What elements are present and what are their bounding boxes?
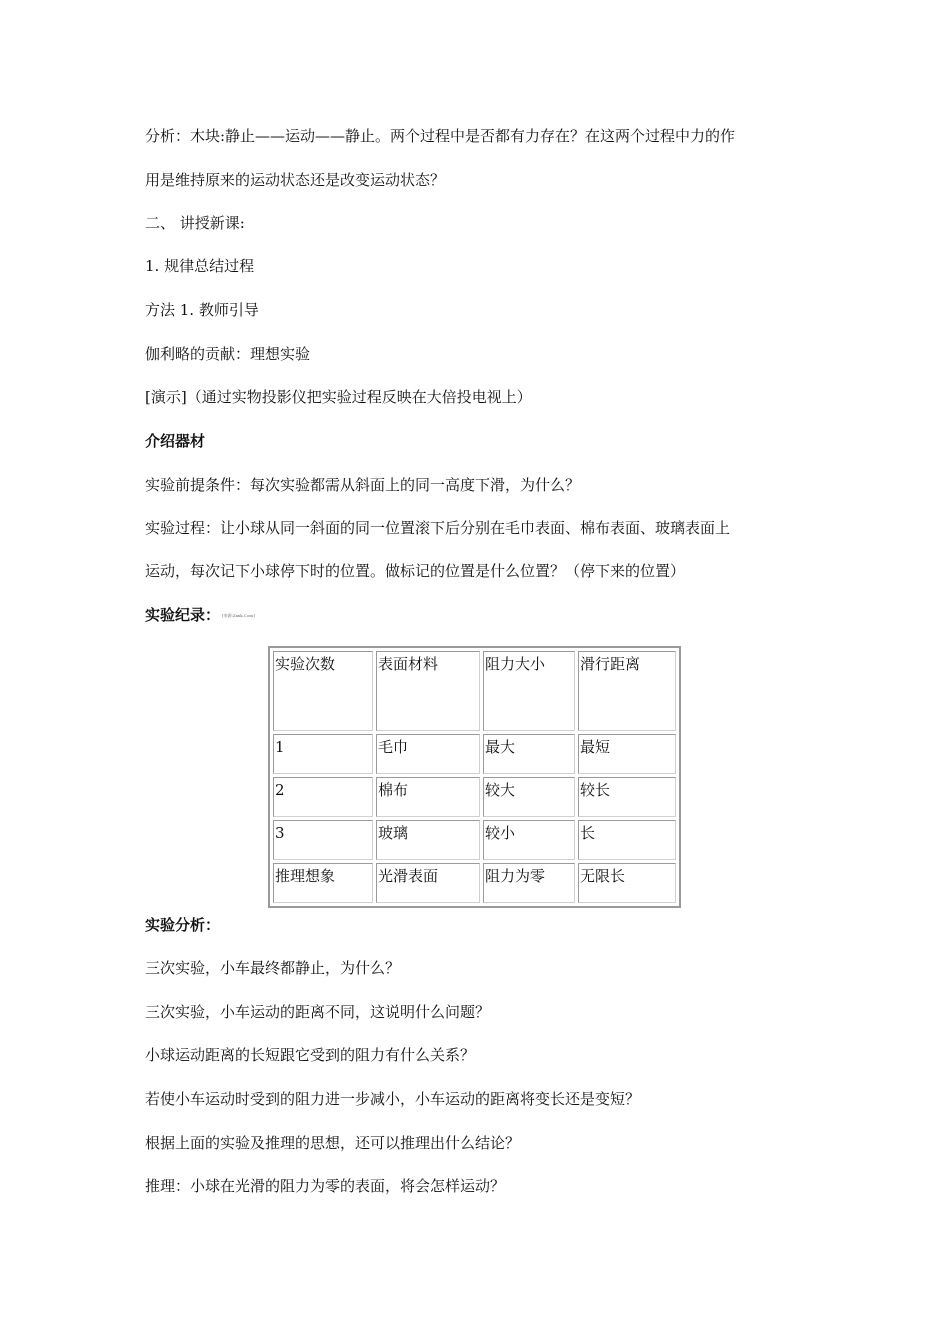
- record-label: 实验纪录：: [145, 606, 221, 624]
- table-cell: 光滑表面: [376, 863, 480, 903]
- table-row: [273, 820, 676, 860]
- galileo-line: 伽利略的贡献：理想实验: [145, 345, 311, 363]
- premise-line: 实验前提条件：每次实验都需从斜面上的同一高度下滑，为什么？: [145, 476, 581, 494]
- table-cell: 最短: [578, 734, 676, 774]
- table-cell: 1: [273, 734, 373, 774]
- equipment-heading: 介绍器材: [145, 432, 206, 450]
- table-cell: 较长: [578, 777, 676, 817]
- analysis-line-2: 用是维持原来的运动状态还是改变运动状态？: [145, 171, 446, 189]
- table-cell: 棉布: [376, 777, 480, 817]
- table-cell: 阻力为零: [483, 863, 575, 903]
- question-6: 推理：小球在光滑的阻力为零的表面，将会怎样运动？: [145, 1177, 506, 1195]
- question-5: 根据上面的实验及推理的思想，还可以推理出什么结论？: [145, 1134, 521, 1152]
- table-cell: 玻璃: [376, 820, 480, 860]
- table-cell: 较大: [483, 777, 575, 817]
- item-heading: 1. 规律总结过程: [145, 257, 255, 275]
- source-tag: [来源:Zxxk.Com]: [222, 613, 255, 618]
- table-cell: 3: [273, 820, 373, 860]
- question-2: 三次实验，小车运动的距离不同，这说明什么问题？: [145, 1003, 491, 1021]
- method-line: 方法 1. 教师引导: [145, 301, 259, 319]
- analysis-heading: 实验分析：: [145, 916, 221, 934]
- question-1: 三次实验，小车最终都静止，为什么？: [145, 959, 401, 977]
- demo-line: [演示]（通过实物投影仪把实验过程反映在大倍投电视上）: [145, 388, 532, 406]
- header-cell: 滑行距离: [578, 651, 676, 731]
- table-header-row: [273, 651, 676, 731]
- section-heading: 二、 讲授新课:: [145, 214, 245, 232]
- experiment-table: [268, 646, 681, 908]
- table-cell: 无限长: [578, 863, 676, 903]
- process-line-1: 实验过程：让小球从同一斜面的同一位置滚下后分别在毛巾表面、棉布表面、玻璃表面上: [145, 519, 731, 537]
- table-cell: 推理想象: [273, 863, 373, 903]
- table-row: [273, 734, 676, 774]
- question-4: 若使小车运动时受到的阻力进一步减小，小车运动的距离将变长还是变短？: [145, 1090, 641, 1108]
- table-cell: 最大: [483, 734, 575, 774]
- analysis-line-1: 分析：木块:静止——运动——静止。两个过程中是否都有力存在？在这两个过程中力的作: [145, 127, 736, 145]
- table-row: [273, 777, 676, 817]
- table-cell: 2: [273, 777, 373, 817]
- header-cell: 实验次数: [273, 651, 373, 731]
- table-cell: 长: [578, 820, 676, 860]
- table-cell: 较小: [483, 820, 575, 860]
- question-3: 小球运动距离的长短跟它受到的阻力有什么关系？: [145, 1046, 476, 1064]
- header-cell: 表面材料: [376, 651, 480, 731]
- table-row: [273, 863, 676, 903]
- header-cell: 阻力大小: [483, 651, 575, 731]
- process-line-2: 运动，每次记下小球停下时的位置。做标记的位置是什么位置？（停下来的位置）: [145, 562, 686, 580]
- record-heading: [145, 605, 255, 626]
- table-cell: 毛巾: [376, 734, 480, 774]
